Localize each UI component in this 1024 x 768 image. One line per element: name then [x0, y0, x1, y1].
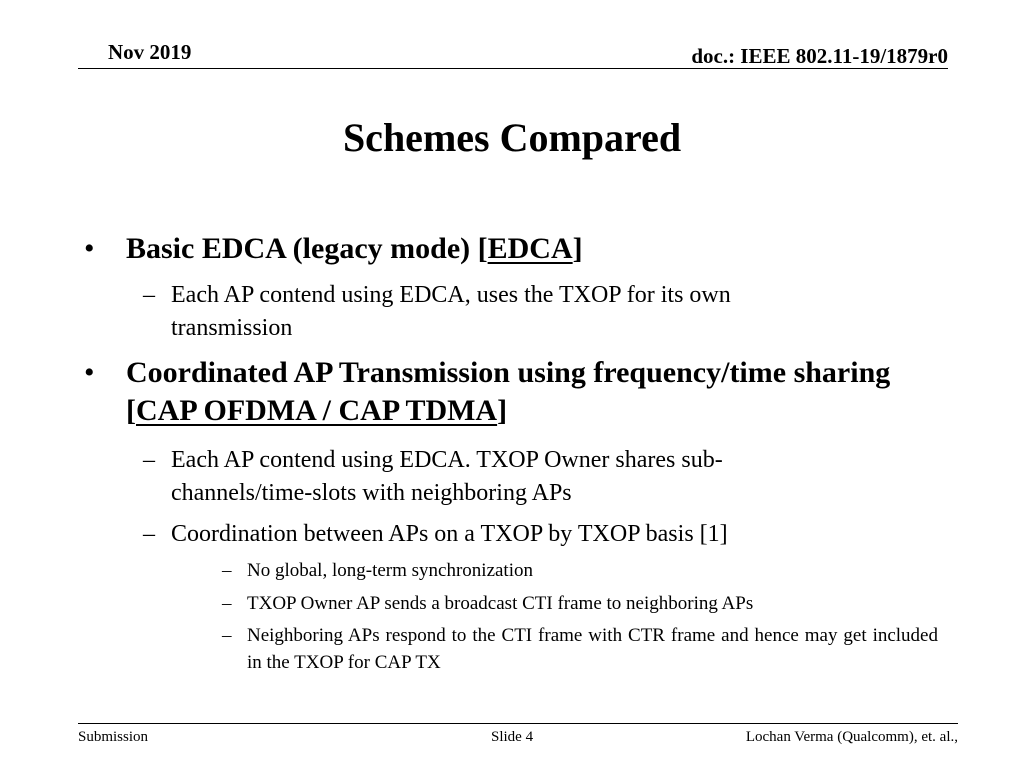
- sub-sub-bullet-text: TXOP Owner AP sends a broadcast CTI frame to neighboring APs: [247, 593, 754, 614]
- dash-symbol: –: [143, 447, 155, 473]
- header-date: Nov 2019: [108, 40, 192, 64]
- bullet-text: [126, 354, 914, 430]
- dash-symbol: –: [222, 625, 232, 646]
- bullet-text-post: ]: [497, 394, 508, 427]
- bullet-text-pre: Coordinated AP Transmission using frequency/time sharing [: [126, 356, 891, 427]
- bullet-symbol: •: [84, 356, 95, 389]
- bullet-text-post: ]: [572, 232, 583, 265]
- sub-sub-bullet-2: [222, 590, 938, 617]
- edca-reference: EDCA: [487, 232, 573, 265]
- dash-symbol: –: [143, 282, 155, 308]
- sub-bullet-text: Each AP contend using EDCA, uses the TXOP for its own transmission: [171, 282, 731, 341]
- sub-bullet-text: Each AP contend using EDCA. TXOP Owner shares sub-channels/time-slots with neighboring APs: [171, 447, 723, 506]
- bullet-edca: [84, 230, 914, 268]
- sub-bullet-cap-1: [143, 444, 843, 510]
- bullet-symbol: •: [84, 232, 95, 265]
- cap-reference: CAP OFDMA / CAP TDMA: [136, 394, 498, 427]
- sub-bullet-cap-2: [143, 518, 843, 551]
- sub-sub-bullet-3: [222, 622, 938, 676]
- footer-author: Lochan Verma (Qualcomm), et. al.,: [745, 729, 958, 745]
- bullet-cap: [84, 354, 914, 430]
- sub-bullet-edca-1: [143, 279, 843, 345]
- sub-sub-bullet-text: No global, long-term synchronization: [247, 560, 533, 581]
- bullet-text: [126, 230, 914, 268]
- footer-divider: [78, 723, 958, 724]
- footer-slide-number: Slide 4: [491, 729, 534, 745]
- sub-bullet-text: Coordination between APs on a TXOP by TXOP basis [1]: [171, 521, 728, 547]
- sub-sub-bullet-text: Neighboring APs respond to the CTI frame with CTR frame and hence may get included in the TXOP for CAP TX: [247, 625, 938, 673]
- slide-title: Schemes Compared: [342, 115, 682, 160]
- dash-symbol: –: [222, 593, 232, 614]
- dash-symbol: –: [143, 521, 155, 547]
- dash-symbol: –: [222, 560, 232, 581]
- bullet-text-pre: Basic EDCA (legacy mode) [: [126, 232, 488, 265]
- sub-sub-bullet-1: [222, 557, 938, 584]
- header-doc-id: doc.: IEEE 802.11-19/1879r0: [691, 44, 948, 68]
- footer-submission: Submission: [78, 729, 149, 745]
